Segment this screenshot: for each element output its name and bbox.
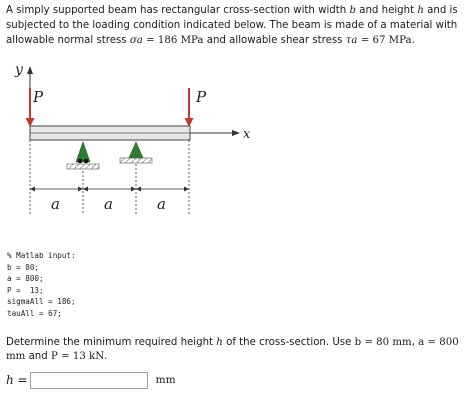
x-axis-label: x (243, 127, 251, 142)
problem-statement (6, 3, 470, 48)
code-line: tauAll = 67; (7, 308, 62, 318)
problem-and-height: and height (355, 5, 418, 16)
answer-label: h = (6, 373, 28, 387)
p-expression: P = 13 kN (50, 351, 105, 362)
tau-value: = 67 MPa (357, 35, 412, 46)
answer-row (6, 371, 176, 389)
sigma-value: = 186 MPa (142, 35, 204, 46)
code-line: % Matlab input: (7, 251, 76, 260)
problem-intro-1: A simply supported beam has rectangular cross-section with width (6, 5, 350, 16)
answer-unit: mm (155, 374, 176, 386)
a-expression: a = 800 mm (6, 337, 459, 362)
load-label-right: P (196, 88, 207, 106)
problem-intro-3: and allowable shear stress (203, 35, 346, 46)
question-var-h: h (216, 337, 223, 348)
answer-input-h[interactable] (30, 372, 148, 389)
question-period: . (104, 351, 108, 362)
beam-diagram (0, 56, 474, 224)
var-h: h (417, 5, 424, 16)
code-line: sigmaAll = 186; (7, 297, 76, 307)
question-part-3: and (25, 351, 51, 362)
var-b: b (349, 5, 356, 16)
support-right (120, 142, 152, 163)
span-label-1: a (51, 195, 60, 213)
sigma-symbol: σa (129, 35, 143, 46)
problem-intro-2: and is subjected to the loading condition indicated below. The beam is made of a material with allowable normal stress (6, 5, 458, 46)
matlab-input-block (7, 250, 76, 320)
tau-symbol: τa (345, 35, 358, 46)
y-axis-label: y (15, 62, 23, 78)
code-line: b = 80; (7, 262, 40, 272)
question-part-2: of the cross-section. Use (222, 337, 355, 348)
y-axis-arrowhead (27, 66, 33, 74)
span-label-2: a (104, 195, 113, 213)
code-line: P = 13; (7, 285, 44, 295)
question-comma: , (411, 337, 419, 348)
question-part-1: Determine the minimum required height (6, 337, 217, 348)
code-line: a = 800; (7, 274, 44, 284)
support-left (67, 142, 99, 169)
load-label-left: P (33, 88, 44, 106)
span-label-3: a (157, 195, 166, 213)
question-text (6, 336, 470, 364)
x-axis-arrowhead (232, 130, 240, 136)
b-expression: b = 80 mm (354, 337, 412, 348)
problem-period: . (411, 35, 415, 46)
